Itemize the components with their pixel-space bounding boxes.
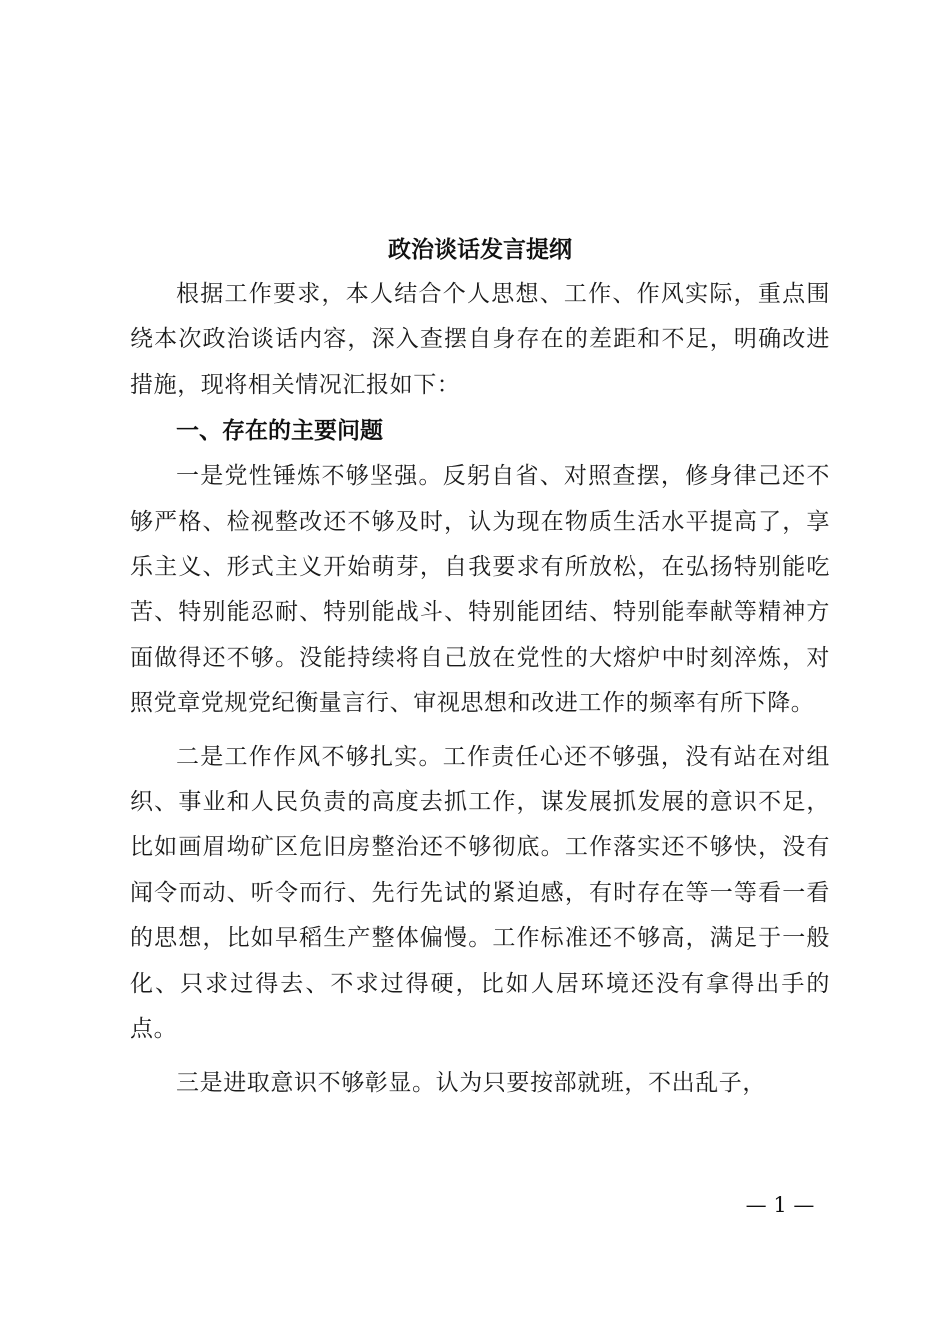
section-heading: 一、存在的主要问题	[176, 418, 383, 445]
document-title: 政治谈话发言提纲	[388, 236, 572, 263]
intro-paragraph: 根据工作要求，本人结合个人思想、工作、作风实际，重点围绕本次政治谈话内容，深入查摆自身存在的差距和不足，明确改进措施，现将相关情况汇报如下：	[130, 281, 830, 398]
paragraph-initiative: 三是进取意识不够彰显。认为只要按部就班，不出乱子，	[176, 1069, 766, 1096]
paragraph-gap	[130, 1053, 830, 1061]
paragraph-party-spirit: 一是党性锤炼不够坚强。反躬自省、对照查摆，修身律己还不够严格、检视整改还不够及时，认为现在物质生活水平提高了，享乐主义、形式主义开始萌芽，自我要求有所放松，在弘扬特别能吃苦、特别能忍耐、特别能战斗、特别能团结、特别能奉献等精神方面做得还不够。没能持续将自己放在党性的大熔炉中时刻淬炼，对照党章党规党纪衡量言行、审视思想和改进工作的频率有所下降。	[130, 463, 830, 717]
paragraph-gap	[130, 727, 830, 735]
page-number: — 1 —	[745, 1193, 815, 1217]
paragraph-work-style: 二是工作作风不够扎实。工作责任心还不够强，没有站在对组织、事业和人民负责的高度去抓工作，谋发展抓发展的意识不足，比如画眉坳矿区危旧房整治还不够彻底。工作落实还不够快，没有闻令而动、听令而行、先行先试的紧迫感，有时存在等一等看一看的思想，比如早稻生产整体偏慢。工作标准还不够高，满足于一般化、只求过得去、不求过得硬，比如人居环境还没有拿得出手的点。	[130, 743, 830, 1043]
document-body	[130, 228, 830, 1106]
